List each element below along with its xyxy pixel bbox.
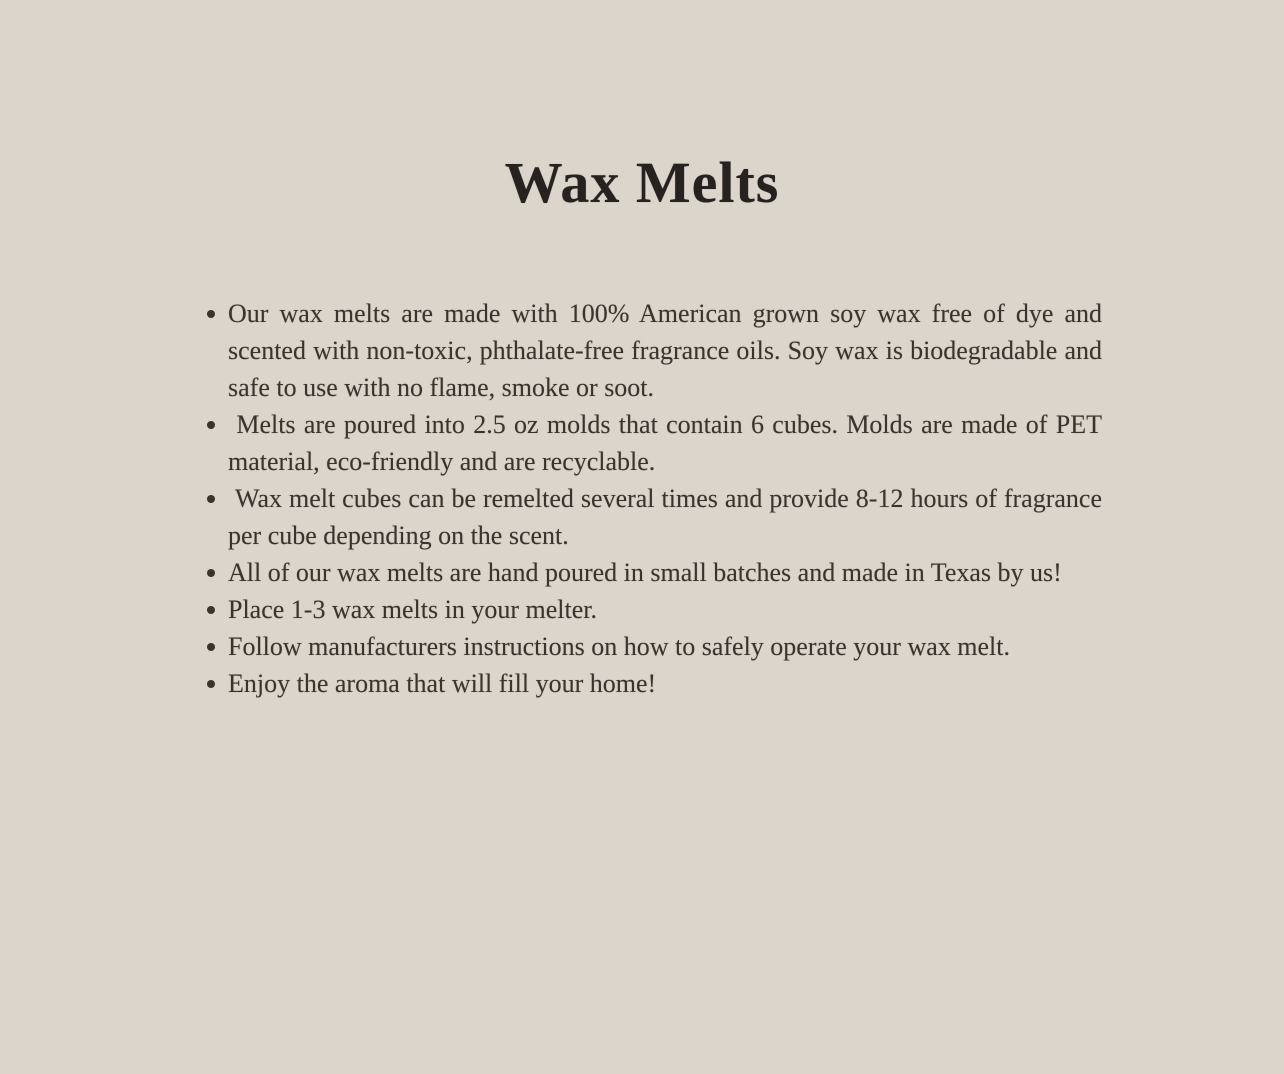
list-item-text: Place 1-3 wax melts in your melter. bbox=[228, 595, 597, 624]
list-item bbox=[205, 665, 1102, 702]
list-item bbox=[205, 554, 1102, 591]
bullet-icon bbox=[207, 421, 215, 429]
list-item-text: Our wax melts are made with 100% American grown soy wax free of dye and scented with non-toxic, phthalate-free fragrance oils. Soy wax is biodegradable and safe to use with no flame, smoke or soot. bbox=[228, 299, 1102, 402]
bullet-icon bbox=[207, 643, 215, 651]
bullet-icon bbox=[207, 569, 215, 577]
bullet-icon bbox=[207, 495, 215, 503]
bullet-icon bbox=[207, 606, 215, 614]
page-title: Wax Melts bbox=[504, 150, 780, 215]
wax-melts-list bbox=[205, 295, 1102, 702]
list-item-text: Wax melt cubes can be remelted several times and provide 8-12 hours of fragrance per cube depending on the scent. bbox=[228, 484, 1102, 550]
list-item bbox=[205, 480, 1102, 554]
list-item bbox=[205, 628, 1102, 665]
list-item bbox=[205, 295, 1102, 406]
bullet-icon bbox=[207, 310, 215, 318]
list-item bbox=[205, 406, 1102, 480]
list-item-text: Melts are poured into 2.5 oz molds that contain 6 cubes. Molds are made of PET material, eco-friendly and are recyclable. bbox=[228, 410, 1102, 476]
bullet-icon bbox=[207, 680, 215, 688]
list-item bbox=[205, 591, 1102, 628]
list-item-text: All of our wax melts are hand poured in small batches and made in Texas by us! bbox=[228, 558, 1062, 587]
list-item-text: Enjoy the aroma that will fill your home! bbox=[228, 669, 657, 698]
list-item-text: Follow manufacturers instructions on how to safely operate your wax melt. bbox=[228, 632, 1010, 661]
